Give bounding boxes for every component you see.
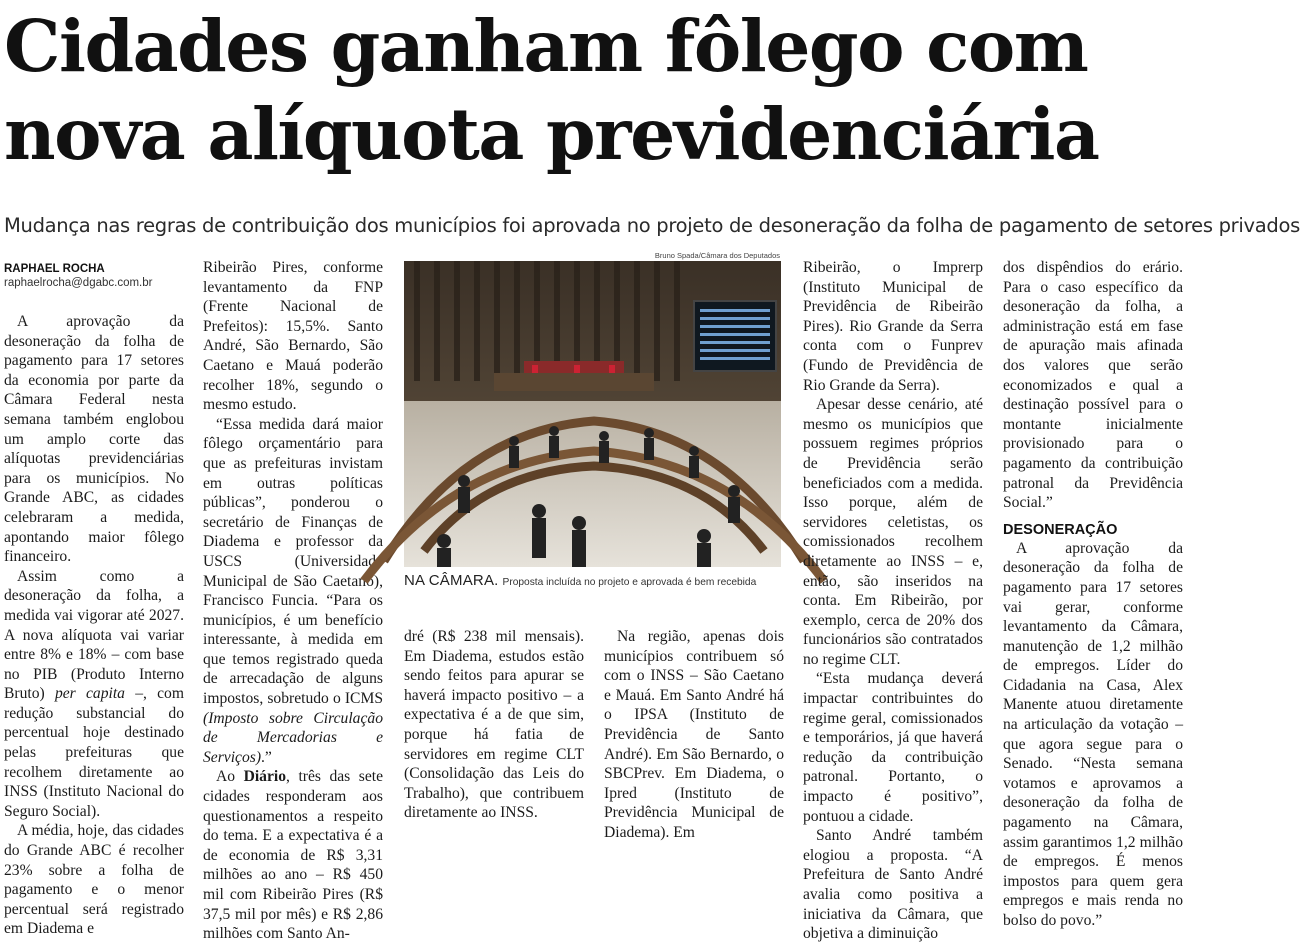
paragraph: A média, hoje, das cidades do Grande ABC é recolher 23% sobre a folha de pagamento e o menor percentual será registrado em Diadema e <box>4 822 184 938</box>
chamber-photo <box>404 261 781 567</box>
paragraph: Santo André também elogiou a proposta. “A Prefeitura de Santo André avalia como positiva a iniciativa da Câmara, que objetiva a diminuição <box>803 827 983 943</box>
text-run: Ao <box>216 768 236 786</box>
paragraph: Ribeirão, o Imprerp (Instituto Municipal de Previdência de Ribeirão Pires). Rio Grande da Serra conta com o Funprev (Fundo de Previdência de Rio Grande da Serra). <box>803 259 983 394</box>
column-5 <box>803 258 983 943</box>
paragraph <box>203 767 383 943</box>
column-3 <box>404 627 584 822</box>
text-run: .” <box>261 748 272 766</box>
subheadline: Mudança nas regras de contribuição dos municípios foi aprovada no projeto de desoneração da folha de pagamento de setores privados <box>4 214 1300 237</box>
headline <box>4 2 1099 178</box>
column-1 <box>4 258 184 938</box>
paragraph: dré (R$ 238 mil mensais). Em Diadema, estudos estão sendo feitos para apurar se haverá impacto positivo – a expectativa é a de que sim, porque há fatia de servidores em regime CLT (Consolidação das Leis do Trabalho), que contribuem diretamente ao INSS. <box>404 628 584 822</box>
column-4 <box>604 627 784 841</box>
italic-text: (Imposto sobre Circulação de Mercadorias e Serviços) <box>203 709 383 766</box>
bold-text: Diário <box>243 768 287 786</box>
headline-line-1: Cidades ganham fôlego com <box>4 4 1088 88</box>
paragraph: “Esta mudança deverá impactar contribuintes do regime geral, comissionados e temporários, já que haverá redução da contribuição patronal. Portanto, o impacto é positivo”, pontuou a cidade. <box>803 670 983 825</box>
text-run: Assim como a desoneração da folha, a medida vai vigorar até 2027. A nova alíquota vai variar entre 8% e 18% – com base no PIB (Produto Interno Bruto) <box>4 567 184 703</box>
column-2 <box>203 258 383 943</box>
text-run: “Essa medida dará maior fôlego orçamentário para que as prefeituras invistam em outras políticas públicas”, ponderou o secretário de Finanças de Diadema e professor da USCS (Universidade Municipal de São Caetano), Francisco Funcia. “Para os municípios, é um benefício interessante, à medida em que temos registrado queda de arrecadação de alguns impostos, sobretudo o ICMS <box>203 415 383 708</box>
author-email[interactable]: raphaelrocha@dgabc.com.br <box>4 277 153 289</box>
italic-text: per capita <box>54 685 125 703</box>
paragraph: dos dispêndios do erário. Para o caso específico da desoneração da folha, a administração está em fase de apuração mais afinada dos valores que serão economizados e qual a destinação possível para o montante inicialmente provisionado para o pagamento da contribuição patronal da Previdência Social.” <box>1003 259 1183 512</box>
plenary-image <box>404 261 781 567</box>
text-run: , três das sete cidades responderam aos questionamentos a respeito do tema. E a expectativa é a de economia de R$ 3,31 milhões ao ano – R$ 450 mil com Ribeirão Pires (R$ 37,5 mil por mês) e R$ 2,86 milhões com Santo An- <box>203 768 383 943</box>
photo-credit: Bruno Spada/Câmara dos Deputados <box>654 251 780 260</box>
paragraph: Na região, apenas dois municípios contribuem só com o INSS – São Caetano e Mauá. Em Santo André há o IPSA (Instituto de Previdência de Santo André). Em São Bernardo, o SBCPrev. Em Diadema, o Ipred (Instituto de Previdência Municipal de Diadema). Em <box>604 628 784 841</box>
caption-text: Proposta incluída no projeto e aprovada é bem recebida <box>502 577 757 588</box>
column-6 <box>1003 258 1183 929</box>
paragraph: A aprovação da desoneração da folha de pagamento para 17 setores da economia por parte da Câmara Federal nesta semana também englobou um amplo corte das alíquotas previdenciárias para os municípios. No Grande ABC, as cidades celebraram a medida, apontando maior fôlego financeiro. <box>4 313 184 566</box>
text-run: –, com redução substancial do percentual hoje destinado pelas prefeituras que recolhem diretamente ao INSS (Instituto Nacional do Seguro Social). <box>4 685 184 820</box>
paragraph <box>4 567 184 822</box>
section-heading: DESONERAÇÃO <box>1003 521 1118 538</box>
headline-line-2: nova alíquota previdenciária <box>4 92 1099 176</box>
caption-tag: NA CÂMARA. <box>404 572 499 589</box>
paragraph: A aprovação da desoneração da folha de pagamento para 17 setores vai gerar, conforme levantamento da Câmara, manutenção de 1,2 milhão de empregos. Líder do Cidadania na Casa, Alex Manente atuou diretamente na articulação da votação – que agora segue para o Senado. “Nesta semana votamos e aprovamos a desoneração da folha de pagamento na Câmara, assim garantimos 1,2 milhão de empregos. É menos impostos para quem gera empregos e mais renda no bolso do povo.” <box>1003 539 1183 929</box>
author-name: RAPHAEL ROCHA <box>4 263 105 275</box>
paragraph: Ribeirão Pires, conforme levantamento da FNP (Frente Nacional de Prefeitos): 15,5%. Santo André, São Bernardo, São Caetano e Mauá poderão recolher 18%, segundo o mesmo estudo. <box>203 259 383 414</box>
paragraph <box>203 415 383 768</box>
photo-caption <box>404 572 784 589</box>
paragraph: Apesar desse cenário, até mesmo os municípios que possuem regimes próprios de Previdência serão beneficiados com a medida. Isso porque, além de servidores celetistas, os comissionados recolhem diretamente ao INSS – e, então, são inseridos na conta. Em Ribeirão, por exemplo, cerca de 20% dos funcionários são contratados no regime CLT. <box>803 396 983 668</box>
